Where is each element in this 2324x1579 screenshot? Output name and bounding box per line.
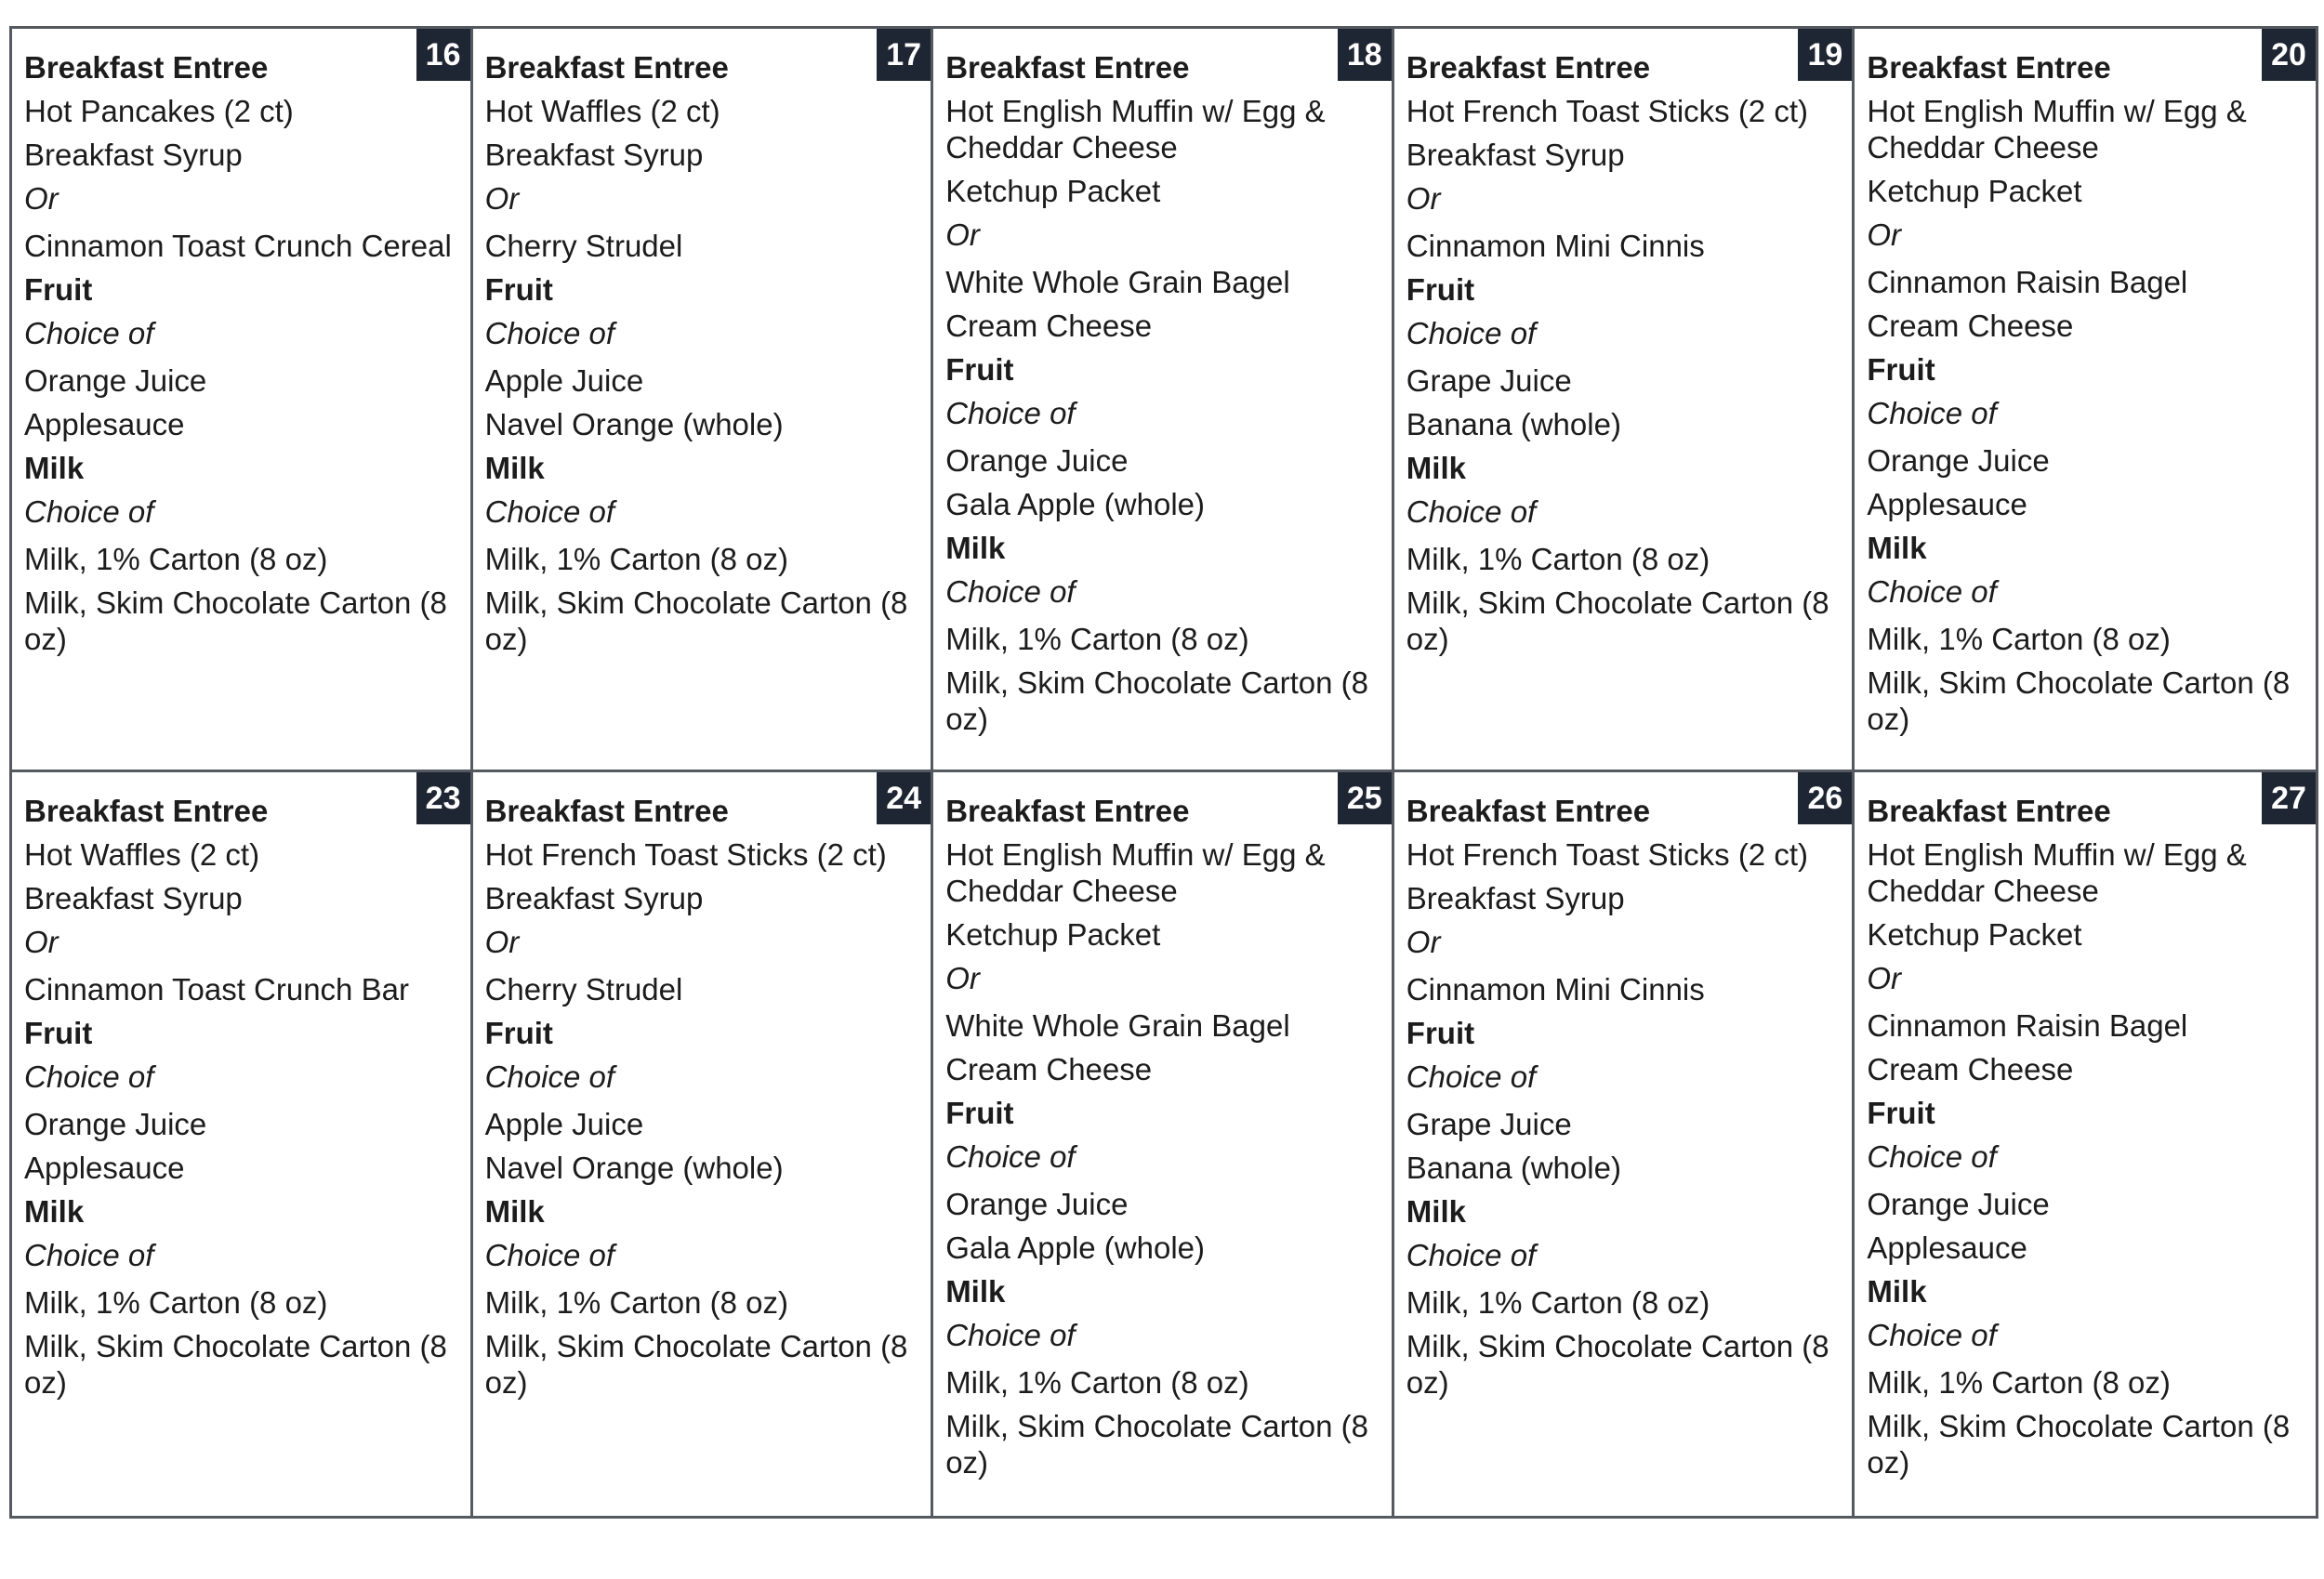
menu-item: Grape Juice	[1406, 1107, 1572, 1141]
menu-item: Hot Waffles (2 ct)	[24, 837, 260, 872]
menu-item: Milk, Skim Chocolate Carton (8 oz)	[1867, 1409, 2291, 1480]
menu-choice-label: Choice of	[1406, 1238, 1537, 1272]
menu-item: White Whole Grain Bagel	[945, 265, 1290, 299]
menu-item: Milk, 1% Carton (8 oz)	[1867, 622, 2171, 656]
menu-item: Orange Juice	[24, 1107, 207, 1141]
menu-item: Cream Cheese	[945, 1052, 1153, 1086]
menu-item: Milk, Skim Chocolate Carton (8 oz)	[24, 1329, 447, 1400]
menu-item-list	[485, 793, 920, 1401]
menu-section-heading: Fruit	[24, 1016, 93, 1050]
menu-item: Milk, 1% Carton (8 oz)	[1406, 1285, 1710, 1320]
menu-section-heading: Breakfast Entree	[1867, 50, 2111, 85]
menu-item: Hot English Muffin w/ Egg & Cheddar Cheese	[1867, 837, 2247, 908]
menu-item: Hot Pancakes (2 ct)	[24, 94, 294, 128]
menu-choice-label: Choice of	[1406, 494, 1537, 529]
menu-item: Breakfast Syrup	[24, 881, 243, 915]
menu-choice-label: Or	[484, 181, 520, 216]
day-cell-25	[933, 772, 1394, 1516]
menu-item: Gala Apple (whole)	[945, 1230, 1206, 1265]
menu-section-heading: Milk	[1867, 1274, 1927, 1309]
date-badge: 25	[1338, 772, 1392, 824]
menu-item: Banana (whole)	[1406, 407, 1621, 441]
menu-item: Applesauce	[1867, 1230, 2027, 1265]
menu-choice-label: Choice of	[24, 316, 154, 350]
menu-choice-label: Choice of	[484, 494, 615, 529]
menu-item: Cinnamon Toast Crunch Cereal	[24, 229, 452, 263]
menu-item: Milk, 1% Carton (8 oz)	[945, 622, 1249, 656]
menu-choice-label: Choice of	[1867, 396, 1997, 430]
menu-section-heading: Breakfast Entree	[1406, 50, 1651, 85]
menu-section-heading: Fruit	[484, 1016, 553, 1050]
menu-item: Hot French Toast Sticks (2 ct)	[1406, 94, 1808, 128]
day-cell-17	[473, 29, 934, 772]
menu-section-heading: Breakfast Entree	[945, 50, 1190, 85]
day-cell-20	[1855, 29, 2316, 772]
menu-item-list	[1867, 49, 2304, 737]
date-badge: 17	[877, 29, 931, 81]
date-badge: 19	[1798, 29, 1852, 81]
menu-choice-label: Choice of	[484, 1059, 615, 1094]
menu-choice-label: Or	[1406, 181, 1441, 216]
menu-item: Breakfast Syrup	[484, 881, 704, 915]
menu-calendar-grid	[9, 26, 2318, 1519]
menu-item: Orange Juice	[945, 443, 1129, 478]
menu-item: Orange Juice	[1867, 1187, 2050, 1221]
menu-section-heading: Milk	[1406, 451, 1466, 485]
menu-section-heading: Breakfast Entree	[484, 50, 729, 85]
menu-item: Cinnamon Raisin Bagel	[1867, 265, 2188, 299]
menu-item: Milk, Skim Chocolate Carton (8 oz)	[945, 1409, 1369, 1480]
menu-item: Banana (whole)	[1406, 1151, 1621, 1185]
menu-item: Cherry Strudel	[484, 972, 683, 1007]
menu-item: Ketchup Packet	[1867, 917, 2082, 952]
menu-item: White Whole Grain Bagel	[945, 1008, 1290, 1043]
menu-item: Ketchup Packet	[945, 174, 1161, 208]
menu-choice-label: Or	[1406, 925, 1441, 959]
menu-item: Grape Juice	[1406, 363, 1572, 398]
menu-choice-label: Or	[945, 961, 980, 995]
menu-choice-label: Choice of	[24, 1059, 154, 1094]
menu-item: Breakfast Syrup	[484, 138, 704, 172]
menu-item: Milk, Skim Chocolate Carton (8 oz)	[1406, 586, 1829, 656]
menu-item: Milk, 1% Carton (8 oz)	[945, 1365, 1249, 1400]
menu-choice-label: Or	[1867, 217, 1902, 252]
menu-item: Breakfast Syrup	[1406, 881, 1625, 915]
menu-item: Cinnamon Toast Crunch Bar	[24, 972, 409, 1007]
menu-item: Ketchup Packet	[1867, 174, 2082, 208]
menu-item: Navel Orange (whole)	[484, 407, 784, 441]
menu-item: Gala Apple (whole)	[945, 487, 1206, 521]
menu-item: Breakfast Syrup	[1406, 138, 1625, 172]
menu-section-heading: Milk	[24, 1194, 85, 1229]
menu-choice-label: Or	[24, 181, 59, 216]
menu-choice-label: Choice of	[1867, 1139, 1997, 1174]
menu-section-heading: Milk	[1406, 1194, 1466, 1229]
menu-item: Hot French Toast Sticks (2 ct)	[484, 837, 887, 872]
menu-item-list	[945, 49, 1380, 737]
menu-section-heading: Milk	[945, 531, 1006, 565]
menu-choice-label: Or	[1867, 961, 1902, 995]
menu-item: Milk, Skim Chocolate Carton (8 oz)	[1867, 665, 2291, 736]
menu-choice-label: Choice of	[1867, 1318, 1997, 1352]
menu-section-heading: Fruit	[1406, 272, 1475, 307]
day-cell-27	[1855, 772, 2316, 1516]
day-cell-19	[1394, 29, 1855, 772]
menu-item: Orange Juice	[1867, 443, 2050, 478]
menu-item: Applesauce	[24, 407, 185, 441]
menu-section-heading: Fruit	[484, 272, 553, 307]
menu-choice-label: Choice of	[945, 396, 1076, 430]
menu-section-heading: Milk	[484, 451, 545, 485]
menu-choice-label: Or	[945, 217, 980, 252]
menu-choice-label: Choice of	[24, 494, 154, 529]
menu-item: Milk, Skim Chocolate Carton (8 oz)	[945, 665, 1369, 736]
menu-section-heading: Fruit	[1867, 1096, 1935, 1130]
menu-item: Milk, Skim Chocolate Carton (8 oz)	[484, 1329, 908, 1400]
day-cell-24	[473, 772, 934, 1516]
date-badge: 27	[2262, 772, 2316, 824]
menu-item: Milk, Skim Chocolate Carton (8 oz)	[1406, 1329, 1829, 1400]
menu-item-list	[1406, 49, 1842, 657]
menu-choice-label: Choice of	[484, 1238, 615, 1272]
day-cell-16	[12, 29, 473, 772]
menu-item-list	[24, 793, 459, 1401]
menu-section-heading: Milk	[945, 1274, 1006, 1309]
menu-item: Hot English Muffin w/ Egg & Cheddar Cheese	[945, 837, 1326, 908]
menu-item: Cherry Strudel	[484, 229, 683, 263]
menu-choice-label: Choice of	[945, 1318, 1076, 1352]
menu-choice-label: Choice of	[1406, 1059, 1537, 1094]
menu-item: Milk, 1% Carton (8 oz)	[24, 542, 328, 576]
menu-choice-label: Choice of	[24, 1238, 154, 1272]
menu-item-list	[1867, 793, 2304, 1480]
menu-item: Navel Orange (whole)	[484, 1151, 784, 1185]
menu-section-heading: Milk	[1867, 531, 1927, 565]
menu-item: Applesauce	[24, 1151, 185, 1185]
menu-item: Cream Cheese	[945, 309, 1153, 343]
menu-item: Cream Cheese	[1867, 1052, 2074, 1086]
date-badge: 16	[416, 29, 470, 81]
menu-item: Cream Cheese	[1867, 309, 2074, 343]
menu-item: Milk, 1% Carton (8 oz)	[24, 1285, 328, 1320]
menu-section-heading: Fruit	[1406, 1016, 1475, 1050]
menu-choice-label: Choice of	[1406, 316, 1537, 350]
menu-item: Hot Waffles (2 ct)	[484, 94, 720, 128]
menu-section-heading: Fruit	[945, 1096, 1014, 1130]
menu-section-heading: Breakfast Entree	[24, 794, 269, 828]
menu-section-heading: Breakfast Entree	[1406, 794, 1651, 828]
menu-section-heading: Breakfast Entree	[24, 50, 269, 85]
menu-item-list	[24, 49, 459, 657]
menu-item: Milk, Skim Chocolate Carton (8 oz)	[24, 586, 447, 656]
menu-item: Cinnamon Mini Cinnis	[1406, 229, 1705, 263]
menu-item: Orange Juice	[945, 1187, 1129, 1221]
menu-item: Applesauce	[1867, 487, 2027, 521]
menu-item: Milk, 1% Carton (8 oz)	[1867, 1365, 2171, 1400]
day-cell-26	[1394, 772, 1855, 1516]
menu-section-heading: Breakfast Entree	[484, 794, 729, 828]
menu-section-heading: Fruit	[24, 272, 93, 307]
date-badge: 24	[877, 772, 931, 824]
menu-choice-label: Choice of	[1867, 574, 1997, 609]
date-badge: 20	[2262, 29, 2316, 81]
menu-section-heading: Fruit	[945, 352, 1014, 387]
day-cell-23	[12, 772, 473, 1516]
date-badge: 18	[1338, 29, 1392, 81]
menu-item: Apple Juice	[484, 1107, 644, 1141]
menu-item: Apple Juice	[484, 363, 644, 398]
date-badge: 26	[1798, 772, 1852, 824]
menu-item: Breakfast Syrup	[24, 138, 243, 172]
menu-item: Hot English Muffin w/ Egg & Cheddar Cheese	[1867, 94, 2247, 164]
menu-choice-label: Or	[24, 925, 59, 959]
menu-item: Milk, 1% Carton (8 oz)	[1406, 542, 1710, 576]
menu-item: Milk, 1% Carton (8 oz)	[484, 542, 789, 576]
menu-section-heading: Milk	[24, 451, 85, 485]
menu-item: Cinnamon Raisin Bagel	[1867, 1008, 2188, 1043]
date-badge: 23	[416, 772, 470, 824]
menu-item: Milk, Skim Chocolate Carton (8 oz)	[484, 586, 908, 656]
menu-item: Hot French Toast Sticks (2 ct)	[1406, 837, 1808, 872]
menu-item: Hot English Muffin w/ Egg & Cheddar Cheese	[945, 94, 1326, 164]
menu-item: Orange Juice	[24, 363, 207, 398]
menu-section-heading: Fruit	[1867, 352, 1935, 387]
menu-section-heading: Milk	[484, 1194, 545, 1229]
menu-choice-label: Or	[484, 925, 520, 959]
menu-item: Cinnamon Mini Cinnis	[1406, 972, 1705, 1007]
day-cell-18	[933, 29, 1394, 772]
menu-item-list	[945, 793, 1380, 1480]
menu-item-list	[485, 49, 920, 657]
menu-item-list	[1406, 793, 1842, 1401]
menu-section-heading: Breakfast Entree	[945, 794, 1190, 828]
menu-item: Ketchup Packet	[945, 917, 1161, 952]
menu-item: Milk, 1% Carton (8 oz)	[484, 1285, 789, 1320]
menu-section-heading: Breakfast Entree	[1867, 794, 2111, 828]
menu-choice-label: Choice of	[484, 316, 615, 350]
menu-choice-label: Choice of	[945, 574, 1076, 609]
menu-choice-label: Choice of	[945, 1139, 1076, 1174]
